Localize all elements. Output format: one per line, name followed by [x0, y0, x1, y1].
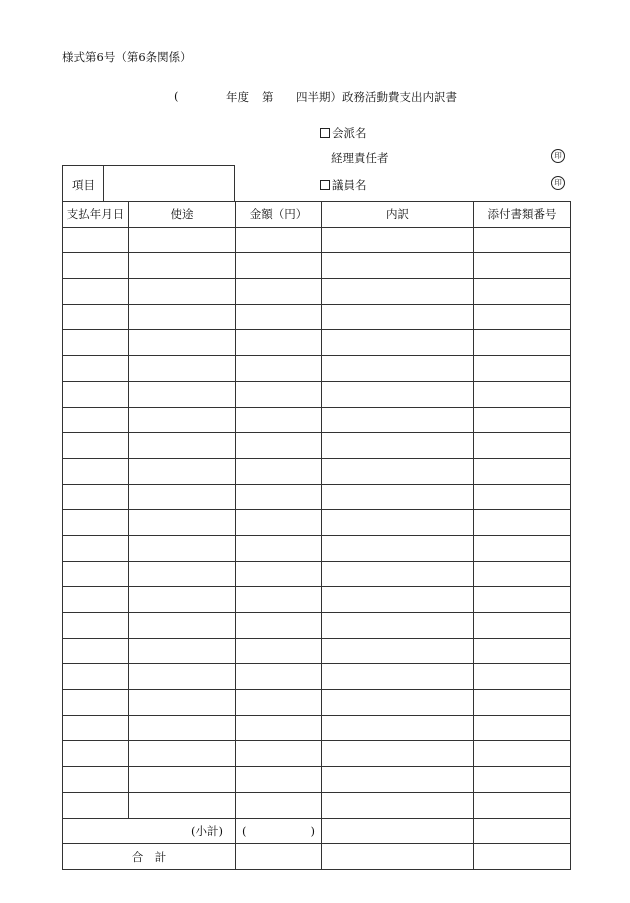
- date-cell[interactable]: [63, 690, 129, 716]
- date-cell[interactable]: [63, 227, 129, 253]
- purpose-cell[interactable]: [129, 381, 236, 407]
- breakdown-cell[interactable]: [322, 253, 474, 279]
- total-label: 合 計: [63, 844, 236, 870]
- purpose-cell[interactable]: [129, 690, 236, 716]
- amount-cell[interactable]: [236, 587, 322, 613]
- amount-cell[interactable]: [236, 767, 322, 793]
- attachment-cell[interactable]: [474, 510, 571, 536]
- date-cell[interactable]: [63, 458, 129, 484]
- title-open-paren: (: [174, 89, 179, 103]
- subtotal-open: (: [242, 823, 247, 838]
- breakdown-cell[interactable]: [322, 510, 474, 536]
- breakdown-cell[interactable]: [322, 741, 474, 767]
- giin-checkbox[interactable]: [320, 180, 330, 190]
- attachment-cell[interactable]: [474, 484, 571, 510]
- col-attachment: 添付書類番号: [474, 202, 571, 228]
- keiri-label: 経理責任者: [331, 151, 389, 165]
- header-row: [63, 202, 571, 228]
- table-row: [63, 330, 571, 356]
- purpose-cell[interactable]: [129, 458, 236, 484]
- table-body: [63, 227, 571, 818]
- col-amount: 金額（円）: [236, 202, 322, 228]
- table-row: [63, 253, 571, 279]
- table-row: [63, 535, 571, 561]
- table-row: [63, 690, 571, 716]
- subtotal-amount-cell[interactable]: [236, 818, 322, 844]
- amount-cell[interactable]: [236, 792, 322, 818]
- attachment-cell[interactable]: [474, 587, 571, 613]
- amount-cell[interactable]: [236, 561, 322, 587]
- page-title: 四半期）政務活動費支出内訳書: [296, 90, 457, 104]
- subtotal-attachment-cell[interactable]: [474, 818, 571, 844]
- table-row: [63, 510, 571, 536]
- date-cell[interactable]: [63, 433, 129, 459]
- giin-label: 議員名: [332, 178, 367, 192]
- table-row: [63, 613, 571, 639]
- purpose-cell[interactable]: [129, 767, 236, 793]
- amount-cell[interactable]: [236, 613, 322, 639]
- purpose-cell[interactable]: [129, 356, 236, 382]
- date-cell[interactable]: [63, 330, 129, 356]
- breakdown-cell[interactable]: [322, 561, 474, 587]
- table-row: [63, 741, 571, 767]
- subtotal-row: [63, 818, 571, 844]
- form-number: 様式第6号（第6条関係）: [62, 50, 192, 64]
- title-year: 年度: [226, 90, 249, 104]
- breakdown-cell[interactable]: [322, 484, 474, 510]
- amount-cell[interactable]: [236, 458, 322, 484]
- total-row: [63, 844, 571, 870]
- breakdown-cell[interactable]: [322, 613, 474, 639]
- total-amount-cell[interactable]: [236, 844, 322, 870]
- amount-cell[interactable]: [236, 407, 322, 433]
- attachment-cell[interactable]: [474, 356, 571, 382]
- breakdown-cell[interactable]: [322, 330, 474, 356]
- table-row: [63, 304, 571, 330]
- purpose-cell[interactable]: [129, 510, 236, 536]
- breakdown-cell[interactable]: [322, 690, 474, 716]
- amount-cell[interactable]: [236, 330, 322, 356]
- table-row: [63, 792, 571, 818]
- purpose-cell[interactable]: [129, 561, 236, 587]
- amount-cell[interactable]: [236, 253, 322, 279]
- table-row: [63, 227, 571, 253]
- purpose-cell[interactable]: [129, 433, 236, 459]
- seal-icon: 印: [551, 176, 565, 190]
- attachment-cell[interactable]: [474, 304, 571, 330]
- purpose-cell[interactable]: [129, 613, 236, 639]
- amount-cell[interactable]: [236, 715, 322, 741]
- attachment-cell[interactable]: [474, 690, 571, 716]
- purpose-cell[interactable]: [129, 227, 236, 253]
- date-cell[interactable]: [63, 304, 129, 330]
- purpose-cell[interactable]: [129, 407, 236, 433]
- breakdown-cell[interactable]: [322, 792, 474, 818]
- attachment-cell[interactable]: [474, 227, 571, 253]
- purpose-cell[interactable]: [129, 330, 236, 356]
- amount-cell[interactable]: [236, 690, 322, 716]
- date-cell[interactable]: [63, 535, 129, 561]
- amount-cell[interactable]: [236, 741, 322, 767]
- table-row: [63, 664, 571, 690]
- breakdown-cell[interactable]: [322, 535, 474, 561]
- attachment-cell[interactable]: [474, 638, 571, 664]
- date-cell[interactable]: [63, 510, 129, 536]
- date-cell[interactable]: [63, 715, 129, 741]
- total-attachment-cell[interactable]: [474, 844, 571, 870]
- breakdown-cell[interactable]: [322, 356, 474, 382]
- table-row: [63, 407, 571, 433]
- attachment-cell[interactable]: [474, 279, 571, 305]
- amount-cell[interactable]: [236, 510, 322, 536]
- amount-cell[interactable]: [236, 535, 322, 561]
- breakdown-cell[interactable]: [322, 407, 474, 433]
- purpose-cell[interactable]: [129, 741, 236, 767]
- attachment-cell[interactable]: [474, 407, 571, 433]
- date-cell[interactable]: [63, 253, 129, 279]
- amount-cell[interactable]: [236, 638, 322, 664]
- table-row: [63, 638, 571, 664]
- date-cell[interactable]: [63, 638, 129, 664]
- date-cell[interactable]: [63, 792, 129, 818]
- amount-cell[interactable]: [236, 484, 322, 510]
- table-row: [63, 458, 571, 484]
- purpose-cell[interactable]: [129, 664, 236, 690]
- date-cell[interactable]: [63, 664, 129, 690]
- breakdown-cell[interactable]: [322, 638, 474, 664]
- amount-cell[interactable]: [236, 304, 322, 330]
- breakdown-cell[interactable]: [322, 433, 474, 459]
- purpose-cell[interactable]: [129, 587, 236, 613]
- expense-table: [62, 201, 571, 870]
- subtotal-breakdown-cell[interactable]: [322, 818, 474, 844]
- table-row: [63, 356, 571, 382]
- table-row: [63, 279, 571, 305]
- table-row: [63, 715, 571, 741]
- kaiha-row: [320, 125, 367, 141]
- kaiha-checkbox[interactable]: [320, 128, 330, 138]
- seal-icon: 印: [551, 149, 565, 163]
- amount-cell[interactable]: [236, 664, 322, 690]
- purpose-cell[interactable]: [129, 715, 236, 741]
- date-cell[interactable]: [63, 279, 129, 305]
- total-breakdown-cell[interactable]: [322, 844, 474, 870]
- breakdown-cell[interactable]: [322, 381, 474, 407]
- attachment-cell[interactable]: [474, 458, 571, 484]
- amount-cell[interactable]: [236, 356, 322, 382]
- koumoku-field[interactable]: [104, 166, 234, 201]
- table-row: [63, 381, 571, 407]
- date-cell[interactable]: [63, 484, 129, 510]
- purpose-cell[interactable]: [129, 484, 236, 510]
- attachment-cell[interactable]: [474, 741, 571, 767]
- title-dai: 第: [262, 90, 274, 104]
- date-cell[interactable]: [63, 741, 129, 767]
- attachment-cell[interactable]: [474, 792, 571, 818]
- attachment-cell[interactable]: [474, 253, 571, 279]
- attachment-cell[interactable]: [474, 433, 571, 459]
- attachment-cell[interactable]: [474, 767, 571, 793]
- breakdown-cell[interactable]: [322, 279, 474, 305]
- breakdown-cell[interactable]: [322, 664, 474, 690]
- breakdown-cell[interactable]: [322, 227, 474, 253]
- col-breakdown: 内訳: [322, 202, 474, 228]
- purpose-cell[interactable]: [129, 638, 236, 664]
- attachment-cell[interactable]: [474, 330, 571, 356]
- amount-cell[interactable]: [236, 381, 322, 407]
- koumoku-label: 項目: [72, 178, 95, 192]
- purpose-cell[interactable]: [129, 279, 236, 305]
- attachment-cell[interactable]: [474, 715, 571, 741]
- purpose-cell[interactable]: [129, 304, 236, 330]
- date-cell[interactable]: [63, 356, 129, 382]
- kaiha-label: 会派名: [332, 126, 367, 140]
- subtotal-label: (小計): [63, 818, 236, 844]
- breakdown-cell[interactable]: [322, 715, 474, 741]
- table-row: [63, 484, 571, 510]
- amount-cell[interactable]: [236, 433, 322, 459]
- attachment-cell[interactable]: [474, 561, 571, 587]
- date-cell[interactable]: [63, 561, 129, 587]
- attachment-cell[interactable]: [474, 613, 571, 639]
- amount-cell[interactable]: [236, 279, 322, 305]
- amount-cell[interactable]: [236, 227, 322, 253]
- attachment-cell[interactable]: [474, 381, 571, 407]
- date-cell[interactable]: [63, 613, 129, 639]
- table-row: [63, 767, 571, 793]
- date-cell[interactable]: [63, 587, 129, 613]
- date-cell[interactable]: [63, 407, 129, 433]
- table-row: [63, 587, 571, 613]
- date-cell[interactable]: [63, 381, 129, 407]
- attachment-cell[interactable]: [474, 664, 571, 690]
- purpose-cell[interactable]: [129, 792, 236, 818]
- attachment-cell[interactable]: [474, 535, 571, 561]
- purpose-cell[interactable]: [129, 535, 236, 561]
- date-cell[interactable]: [63, 767, 129, 793]
- subtotal-close: ): [310, 823, 315, 838]
- table-row: [63, 561, 571, 587]
- breakdown-cell[interactable]: [322, 458, 474, 484]
- breakdown-cell[interactable]: [322, 304, 474, 330]
- giin-row: [320, 177, 367, 193]
- breakdown-cell[interactable]: [322, 767, 474, 793]
- purpose-cell[interactable]: [129, 253, 236, 279]
- col-date: 支払年月日: [63, 202, 129, 228]
- koumoku-box: [62, 165, 235, 201]
- table-row: [63, 433, 571, 459]
- col-purpose: 使途: [129, 202, 236, 228]
- breakdown-cell[interactable]: [322, 587, 474, 613]
